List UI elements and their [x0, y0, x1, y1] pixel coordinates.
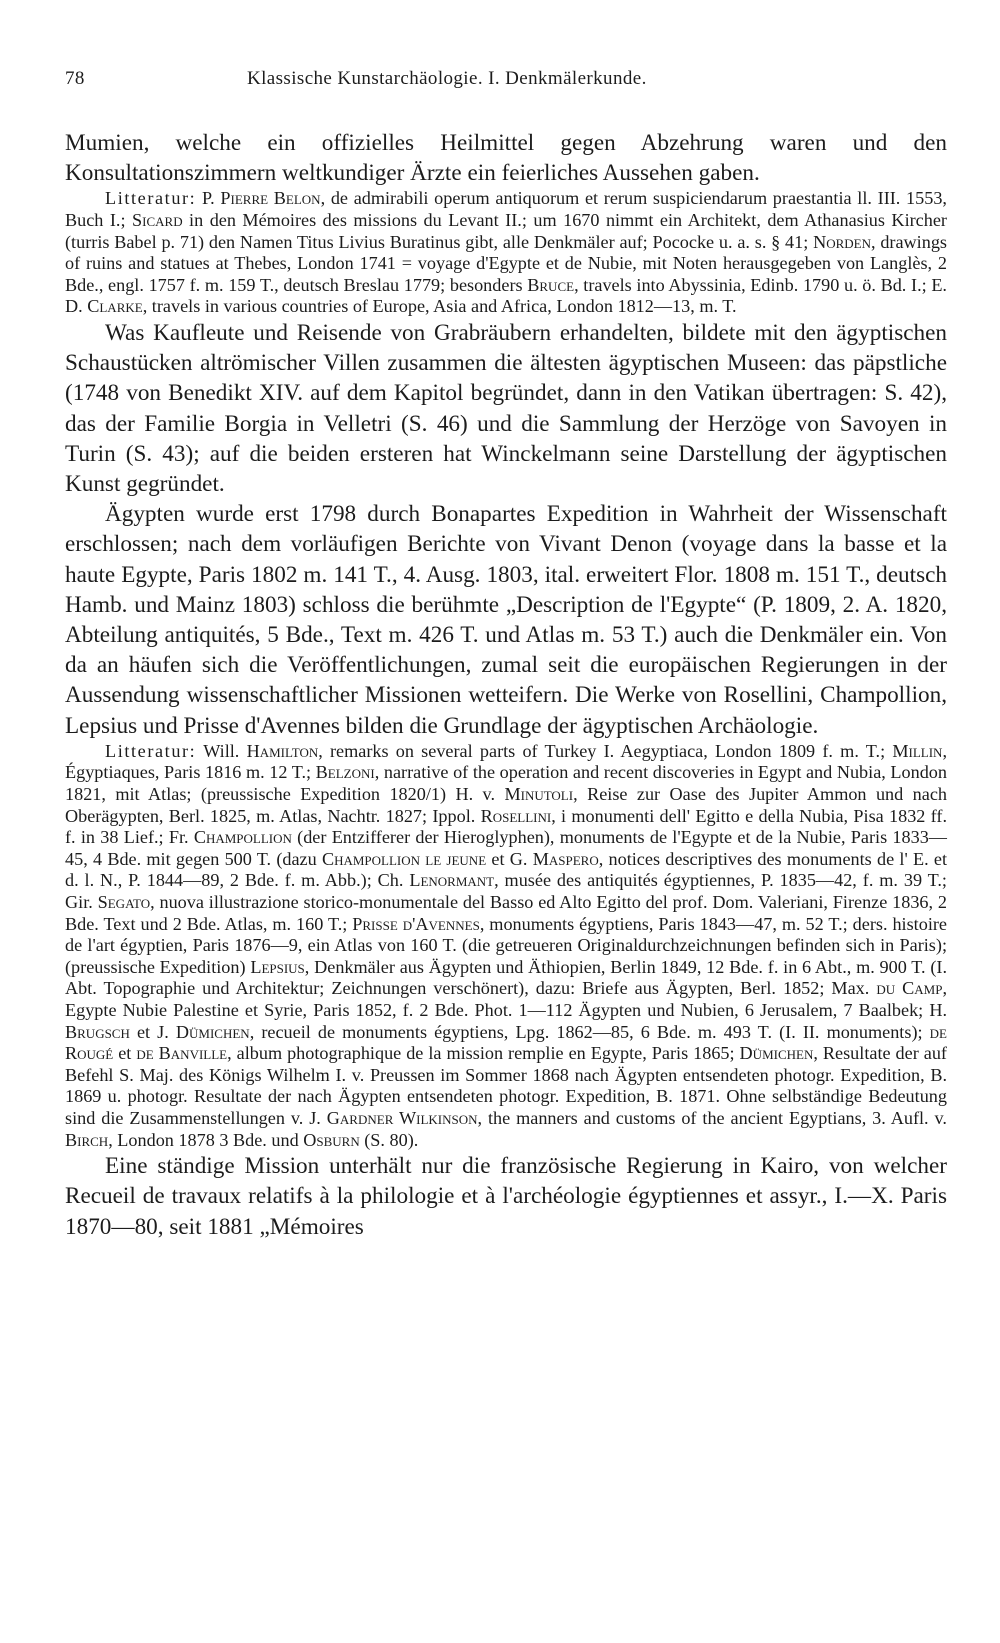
author-name: Hamilton	[246, 740, 319, 761]
author-name: Pierre Belon	[220, 188, 321, 209]
author-name: Champollion	[193, 827, 292, 848]
author-name: de Banville	[136, 1043, 228, 1064]
literature-label: Litteratur:	[105, 188, 197, 209]
paragraph-mumien: Mumien, welche ein offizielles Heilmittel gegen Abzehrung waren und den Konsultationszimmern weltkundiger Ärzte ein feierliches Aussehen gaben.	[65, 130, 947, 187]
author-name: Brugsch	[65, 1021, 130, 1042]
paragraph-mission: Eine ständige Mission unterhält nur die französische Regierung in Kairo, von welcher Recueil de travaux relatifs à la philologie et à l'archéologie égyptiennes et assyr., I.—X. Paris 1870—80, seit 1881 „Mémoires	[65, 1153, 947, 1240]
literature-label: Litteratur:	[105, 740, 197, 761]
author-name: Gardner Wilkinson	[326, 1107, 478, 1128]
literature-note-1: Litteratur: P. Pierre Belon, de admirabili operum antiquorum et rerum suspiciendarum praestantia ll. III. 1553, Buch I.; Sicard in den Mémoires des missions du Levant II.; um 1670 nimmt ein Architekt, dem Athanasius Kircher (turris Babel p. 71) den Namen Titus Livius Buratinus gibt, alle Denkmäler auf; Pococke u. a. s. § 41; Norden, drawings of ruins and statues at Thebes, London 1741 = voyage d'Egypte et de Nubie, mit Noten herausgegeben von Langlès, 2 Bde., engl. 1757 f. m. 159 T., deutsch Breslau 1779; besonders Bruce, travels into Abyssinia, Edinb. 1790 u. ö. Bd. I.; E. D. Clarke, travels in various countries of Europe, Asia and Africa, London 1812—13, m. T.	[65, 188, 947, 317]
author-name: Birch	[65, 1129, 109, 1150]
author-name: Champollion le jeune	[321, 848, 487, 869]
author-name: de Rougé	[65, 1021, 947, 1064]
author-name: Sicard	[132, 210, 183, 230]
running-title: Klassische Kunstarchäologie. I. Denkmälerkunde.	[247, 68, 647, 89]
author-name: Rosellini	[480, 805, 552, 826]
author-name: Millin	[892, 740, 943, 761]
author-name: Maspero	[532, 848, 599, 869]
author-name: Lenormant	[409, 870, 495, 891]
author-name: Norden	[813, 231, 871, 252]
author-name: Osburn	[303, 1129, 360, 1150]
author-name: du Camp	[876, 978, 943, 999]
author-name: Minutoli	[504, 784, 574, 804]
page-number: 78	[65, 68, 85, 89]
author-name: Clarke	[87, 296, 143, 317]
page-header	[65, 64, 945, 96]
literature-note-2: Litteratur: Will. Hamilton, remarks on several parts of Turkey I. Aegyptiaca, London 1809 f. m. T.; Millin, Égyptiaques, Paris 1816 m. 12 T.; Belzoni, narrative of the operation and recent discoveries in Egypt and Nubia, London 1821, mit Atlas; (preussische Expedition 1820/1) H. v. Minutoli, Reise zur Oase des Jupiter Ammon und nach Oberägypten, Berl. 1825, m. Atlas, Nachtr. 1827; Ippol. Rosellini, i monumenti dell' Egitto e della Nubia, Pisa 1832 ff. f. in 38 Lief.; Fr. Champollion (der Entzifferer der Hieroglyphen), monuments de l'Egypte et de la Nubie, Paris 1833—45, 4 Bde. mit gegen 500 T. (dazu Champollion le jeune et G. Maspero, notices descriptives des monuments de l' E. et d. l. N., P. 1844—89, 2 Bde. f. m. Abb.); Ch. Lenormant, musée des antiquités égyptiennes, P. 1835—42, f. m. 39 T.; Gir. Segato, nuova illustrazione storico-monumentale del Basso ed Alto Egitto del prof. Dom. Valeriani, Firenze 1836, 2 Bde. Text und 2 Bde. Atlas, m. 160 T.; Prisse d'Avennes, monuments égyptiens, Paris 1843—47, m. 52 T.; ders. histoire de l'art égyptien, Paris 1876—9, ein Atlas von 160 T. (die getreueren Originaldurchzeichnungen befinden sich in Paris); (preussische Expedition) Lepsius, Denkmäler aus Ägypten und Äthiopien, Berlin 1849, 12 Bde. f. in 6 Abt., m. 900 T. (I. Abt. Topographie und Architektur; Zeichnungen verschönert), dazu: Briefe aus Ägypten, Berl. 1852; Max. du Camp, Egypte Nubie Palestine et Syrie, Paris 1852, f. 2 Bde. Phot. 1—112 Ägypten und Nubien, 6 Jerusalem, 7 Baalbek; H. Brugsch et J. Dümichen, recueil de monuments égyptiens, Lpg. 1862—85, 6 Bde. m. 493 T. (I. II. monuments); de Rougé et de Banville, album photographique de la mission remplie en Egypte, Paris 1865; Dümichen, Resultate der auf Befehl S. Maj. des Königs Wilhelm I. v. Preussen im Sommer 1868 nach Ägypten entsendeten photogr. Expedition, B. 1869 u. photogr. Resultate der nach Ägypten entsendeten photogr. Expedition, B. 1871. Ohne selbständige Bedeutung sind die Zusammenstellungen v. J. Gardner Wilkinson, the manners and customs of the ancient Egyptians, 3. Aufl. v. Birch, London 1878 3 Bde. und Osburn (S. 80).	[65, 740, 948, 1150]
page-body	[65, 128, 947, 1242]
author-name: Prisse d'Avennes	[352, 913, 480, 934]
author-name: Bruce	[527, 274, 575, 295]
author-name: Belzoni	[315, 762, 375, 783]
author-name: Lepsius	[250, 956, 305, 977]
author-name: Segato	[97, 891, 151, 912]
paragraph-aegypten: Ägypten wurde erst 1798 durch Bonapartes Expedition in Wahrheit der Wissenschaft erschlossen; nach dem vorläufigen Berichte von Vivant Denon (voyage dans la basse et la haute Egypte, Paris 1802 m. 141 T., 4. Ausg. 1803, ital. erweitert Flor. 1808 m. 151 T., deutsch Hamb. und Mainz 1803) schloss die berühmte „Description de l'Egypte“ (P. 1809, 2. A. 1820, Abteilung antiquités, 5 Bde., Text m. 426 T. und Atlas m. 53 T.) auch die Denkmäler ein. Von da an häufen sich die Veröffentlichungen, zumal seit die europäischen Regierungen in der Aussendung wissenschaftlicher Missionen wetteifern. Die Werke von Rosellini, Champollion, Lepsius und Prisse d'Avennes bilden die Grundlage der ägyptischen Archäologie.	[65, 501, 947, 739]
paragraph-museen: Was Kaufleute und Reisende von Grabräubern erhandelten, bildete mit den ägyptischen Schaustücken altrömischer Villen zusammen die ältesten ägyptischen Museen: das päpstliche (1748 von Benedikt XIV. auf dem Kapitol begründet, dann in den Vatikan übertragen: S. 42), das der Familie Borgia in Velletri (S. 46) und die Sammlung der Herzöge von Savoyen in Turin (S. 43); auf die beiden ersteren hat Winckelmann seine Darstellung der ägyptischen Kunst gegründet.	[65, 319, 947, 497]
author-name: Dümichen	[739, 1043, 814, 1064]
author-name: Dümichen	[175, 1021, 250, 1042]
